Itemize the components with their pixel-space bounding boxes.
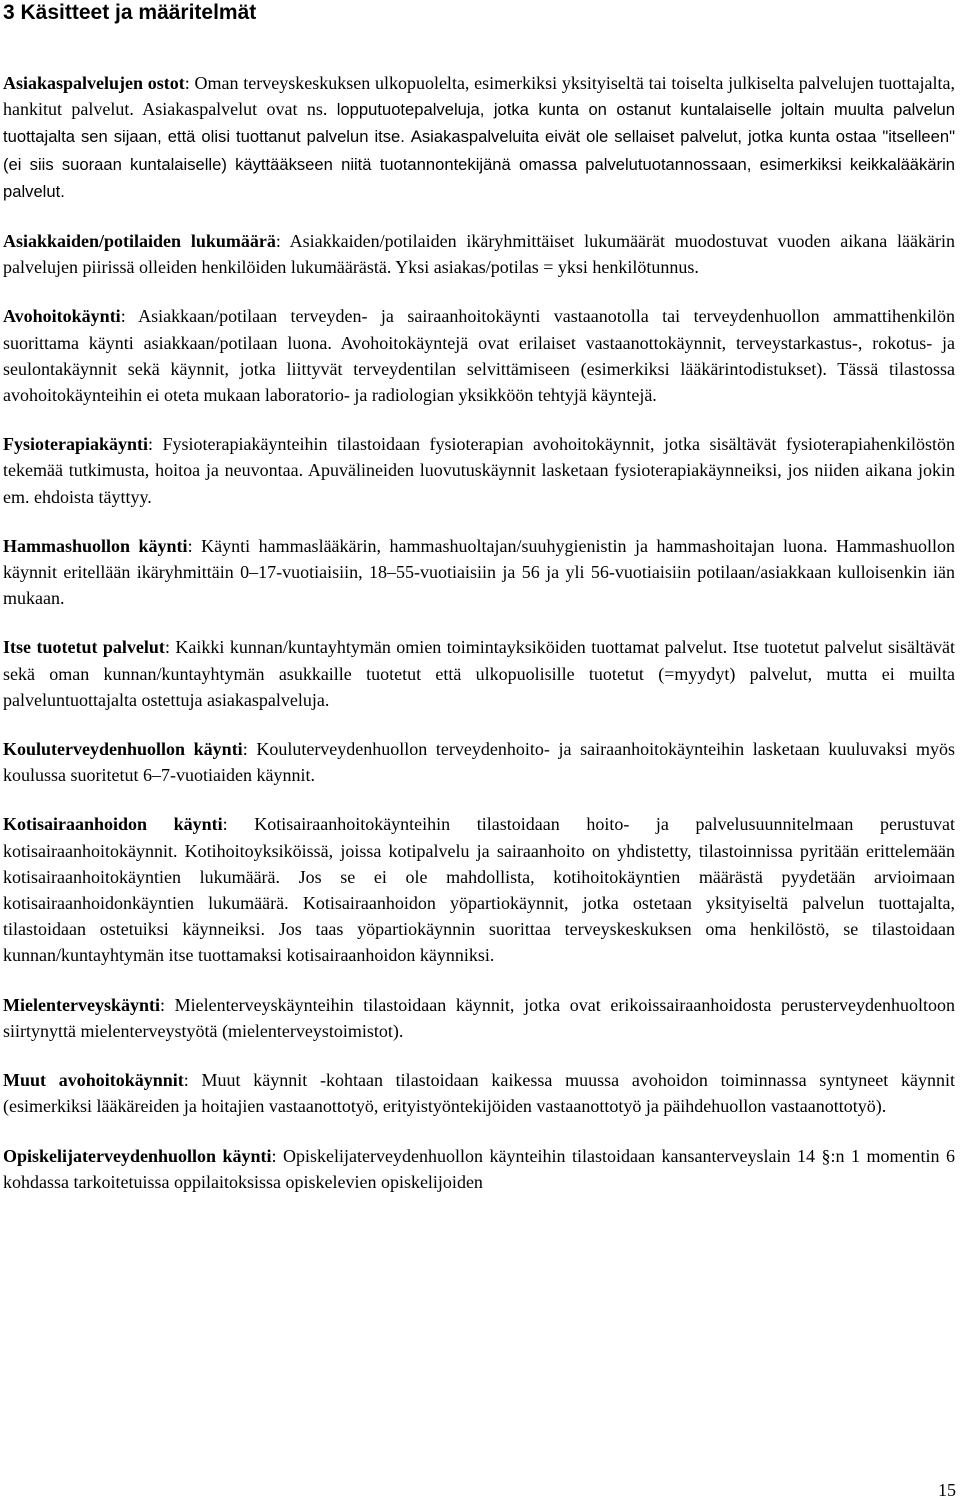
definition-kouluterveydenhuollon-kaynti [3,736,955,788]
definition-separator: : [184,73,195,93]
definition-term: Muut avohoitokäynnit [3,1070,184,1091]
definition-hammashuollon-kaynti [3,533,955,612]
definition-avohoitokaynti [3,303,955,408]
definition-asiakaspalvelujen-ostot [3,70,955,205]
definition-term: Fysioterapiakäynti [3,434,149,455]
definition-term: Asiakaspalvelujen ostot [3,73,185,93]
definition-term: Mielenterveyskäynti [3,994,160,1015]
definition-term: Kouluterveydenhuollon käynti [3,739,243,760]
definition-text: : Asiakkaiden/potilaiden ikäryhmittäiset lukumäärät muodostuvat vuoden aikana lääkärin palvelujen piirissä olleiden henkilöiden lukumäärästä. Yksi asiakas/potilas = yksi henkilötunnus. [3,231,955,278]
definition-muut-avohoitokaynnit [3,1067,955,1119]
definition-text-sans: Asiakaspalveluita eivät ole sellaiset palvelut, jotka kunta ostaa "itselleen" (ei siis suoraan kuntalaiselle) käyttääkseen niitä tuotannontekijänä omassa palvelutuotannossaan, esimerkiksi keikkalääkärin palvelut. [3,127,955,201]
definitions-list [3,70,955,1195]
definition-text: : Kotisairaanhoitokäynteihin tilastoidaan hoito- ja palvelusuunnitelmaan perustuvat kotisairaanhoitokäynnit. Kotihoitoyksiköissä, joissa kotipalvelu ja sairaanhoito on yhdistetty, tilastoinnissa pyritään erittelemään kotisairaanhoitokäyntien lukumäärä. Jos se ei ole mahdollista, kotihoitokäyntien määrästä pyydetään arvioimaan kotisairaanhoidonkäyntien lukumäärä. Kotisairaanhoidon yöpartiokäynnit, jotka ostetaan yksityiseltä palvelun tuottajalta, tilastoidaan ostetuiksi käynneiksi. Jos taas yöpartiokäynnin suorittaa terveyskeskuksen oma henkilöstö, se tilastoidaan kunnan/kuntayhtymän itse tuottamaksi kotisairaanhoidon käynniksi. [3,814,955,966]
definition-term: Asiakkaiden/potilaiden lukumäärä [3,231,276,252]
definition-term: Kotisairaanhoidon käynti [3,814,223,835]
definition-asiakkaiden-lukumaara [3,228,955,280]
definition-text: : Kouluterveydenhuollon terveydenhoito- ja sairaanhoitokäynteihin lasketaan kuuluvaksi myös koulussa suoritetut 6–7-vuotiaiden käynnit. [3,739,955,786]
definition-term: Avohoitokäynti [3,306,121,327]
definition-text: : Käynti hammaslääkärin, hammashuoltajan/suuhygienistin ja hammashoitajan luona. Hammashuollon käynnit eritellään ikäryhmittäin 0–17-vuotiaisiin, 18–55-vuotiaisiin ja 56 ja yli 56-vuotiaisiin potilaan/asiakkaan kulloisenkin iän mukaan. [3,535,955,609]
definition-text: : Opiskelijaterveydenhuollon käynteihin tilastoidaan kansanterveyslain 14 §:n 1 momentin 6 kohdassa tarkoitetuissa oppilaitoksissa opiskelevien opiskelijoiden [3,1145,955,1192]
definition-text: : Asiakkaan/potilaan terveyden- ja sairaanhoitokäynti vastaanotolla tai terveydenhuollon ammattihenkilön suorittama käynti asiakkaan/potilaan luona. Avohoitokäyntejä ovat erilaiset vastaanottokäynnit, terveystarkastus-, rokotus- ja seulontakäynnit sekä käynnit, jotka liittyvät terveydentilan selvittämiseen (esimerkiksi lääkärintodistukset). Tässä tilastossa avohoitokäynteihin ei oteta mukaan laboratorio- ja radiologian yksikköön tehtyjä käyntejä. [3,306,955,406]
definition-text: : Muut käynnit -kohtaan tilastoidaan kaikessa muussa avohoidon toiminnassa syntyneet käynnit (esimerkiksi lääkäreiden ja hoitajien vastaanottotyö, erityistyöntekijöiden vastaanottotyö ja päihdehuollon vastaanottotyö). [3,1070,955,1117]
definition-itse-tuotetut-palvelut [3,634,955,713]
page-number: 15 [938,1480,956,1500]
definition-mielenterveyskaynti [3,992,955,1044]
definition-text: : Fysioterapiakäynteihin tilastoidaan fysioterapian avohoitokäynnit, jotka sisältävät fysioterapiahenkilöstön tekemää tutkimusta, hoitoa ja neuvontaa. Apuvälineiden luovutuskäynnit lasketaan fysioterapiakäynneiksi, jos niiden aikana jokin em. ehdoista täyttyy. [3,434,955,507]
definition-text: Oman terveyskeskuksen ulkopuolelta, esimerkiksi yksityiseltä tai toiselta julkiselta palvelujen tuottajalta, hankitut palvelut. Asiakaspalvelut ovat ns. [3,73,955,120]
definition-fysioterapiakaynti [3,431,955,510]
definition-term: Opiskelijaterveydenhuollon käynti [3,1145,272,1166]
section-heading: 3 Käsitteet ja määritelmät [3,1,257,24]
definition-text: : Mielenterveyskäynteihin tilastoidaan käynnit, jotka ovat erikoissairaanhoidosta perusterveydenhuoltoon siirtynyttä mielenterveystyötä (mielenterveystoimistot). [3,994,955,1041]
definition-text: : Kaikki kunnan/kuntayhtymän omien toimintayksiköiden tuottamat palvelut. Itse tuotetut palvelut sisältävät sekä oman kunnan/kuntayhtymän asukkaille tuotetut että ulkopuolisille tuotetut (=myydyt) palvelut, mutta ei muilta palveluntuottajalta ostettuja asiakaspalveluja. [3,637,955,710]
definition-text-sans: lopputuotepalveluja, jotka kunta on ostanut kuntalaiselle joltain muulta palvelun tuottajalta sen sijaan, että olisi tuottanut palvelun itse. [3,100,955,147]
definition-kotisairaanhoidon-kaynti [3,811,955,968]
definition-opiskelijaterveydenhuollon-kaynti [3,1143,955,1195]
definition-term: Itse tuotetut palvelut [3,637,165,658]
definition-term: Hammashuollon käynti [3,535,188,556]
document-page [3,0,955,1218]
